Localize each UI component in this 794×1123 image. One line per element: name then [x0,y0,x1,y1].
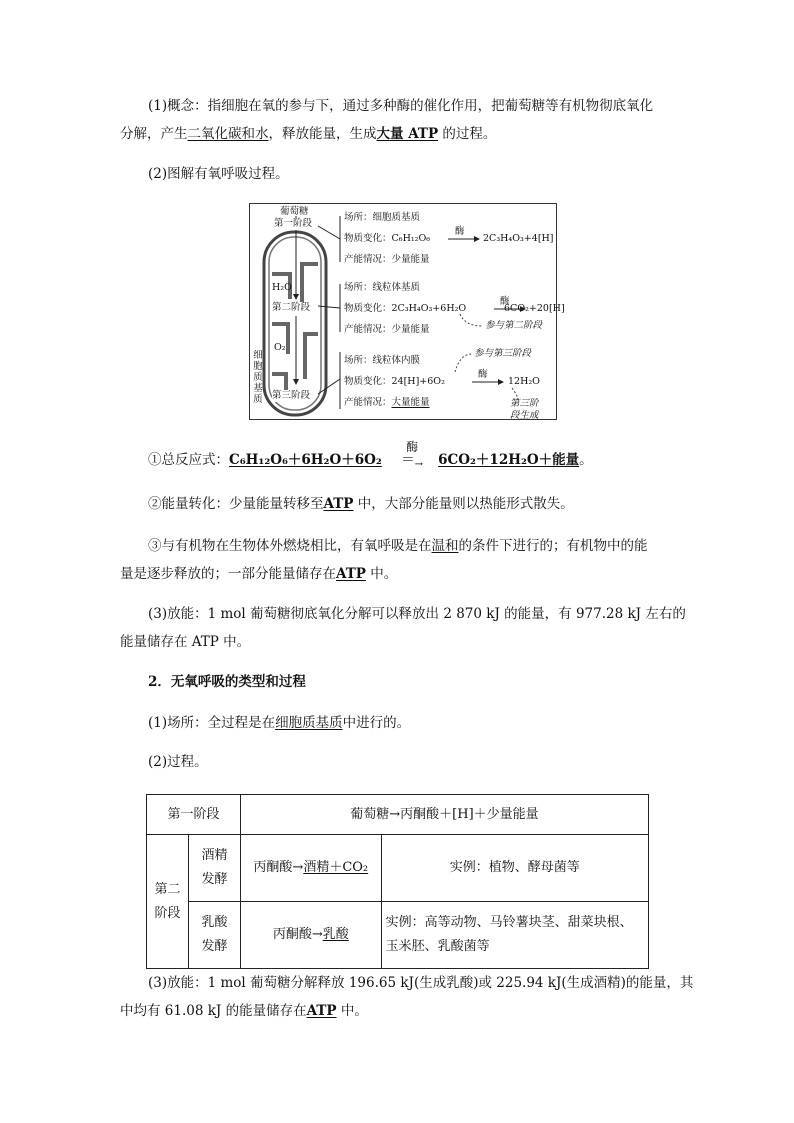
cytoplasm-vertical-label: 细胞质基质 [253,350,263,405]
s3-enzyme: 酶 [478,369,488,380]
anaerobic-process-title: (2)过程。 [148,754,208,770]
s2-enzyme: 酶 [500,296,510,307]
s3-energy: 产能情况：大量能量 [344,397,430,408]
aerobic-diagram [249,203,565,421]
s2-change: 物质变化：2C₃H₄O₃+6H₂O [344,303,467,314]
concept-line-2: 分解，产生二氧化碳和水，释放能量，生成大量 ATP 的过程。 [120,126,497,142]
anaerobic-release-line-1: (3)放能：1 mol 葡萄糖分解释放 196.65 kJ(生成乳酸)或 225.94 kJ(生成酒精)的能量，其 [148,975,694,991]
compare-line-2: 量是逐步释放的；一部分能量储存在ATP 中。 [120,566,398,582]
s3-change: 物质变化：24[H]+6O₂ [344,376,445,387]
h2o-label: H₂O [272,282,292,293]
s1-change: 物质变化：C₆H₁₂O₆ [344,233,431,244]
eq-reactants: C₆H₁₂O₆＋6H₂O＋6O₂ [229,452,382,468]
s1-product: 2C₃H₄O₃+4[H] [483,233,554,244]
aerobic-release-line-2: 能量储存在 ATP 中。 [120,634,251,650]
anaerobic-process-table [146,794,649,969]
atp-answer: 大量 ATP [376,126,439,142]
stage1-content-cell: 葡萄糖→丙酮酸＋[H]＋少量能量 [240,795,648,835]
lactic-example-cell: 实例：高等动物、马铃薯块茎、甜菜块根、玉米胚、乳酸菌等 [381,902,648,969]
diagram-title: (2)图解有氧呼吸过程。 [148,166,289,182]
s2-note: 参与第二阶段 [485,320,543,331]
stage2-cell: 第二阶段 [147,835,189,969]
alcohol-type-cell: 酒精发酵 [188,835,240,902]
energy-conversion: ②能量转化：少量能量转移至ATP 中，大部分能量则以热能形式散失。 [148,496,574,512]
s3-product: 12H₂O [508,376,540,387]
o2-label: O₂ [274,342,286,353]
stage1-cell: 第一阶段 [147,795,241,835]
s1-place: 场所：细胞质基质 [344,212,421,223]
compare-line-1: ③与有机物在生物体外燃烧相比，有氧呼吸是在温和的条件下进行的；有机物中的能 [148,538,648,554]
stage2-label: 第二阶段 [272,302,311,313]
concept-line-1: (1)概念：指细胞在氧的参与下，通过多种酶的催化作用，把葡萄糖等有机物彻底氧化 [148,98,654,114]
anaerobic-release-line-2: 中均有 61.08 kJ 的能量储存在ATP 中。 [120,1003,368,1019]
s3-note-bottom: 第三阶段生成 [510,398,539,421]
co2-water-answer: 二氧化碳和水 [187,126,269,142]
stage1-label: 第一阶段 [274,218,313,229]
s1-energy: 产能情况：少量能量 [344,254,430,265]
aerobic-release-line-1: (3)放能：1 mol 葡萄糖彻底氧化分解可以释放出 2 870 kJ 的能量，有 977.28 kJ 左右的 [148,606,686,622]
s2-product: 6CO₂+20[H] [504,303,565,314]
eq-products: 6CO₂＋12H₂O＋能量 [438,452,580,468]
stage3-label: 第三阶段 [272,390,311,401]
total-equation: ①总反应式：C₆H₁₂O₆＋6H₂O＋6O₂ 酶 $=_\to$ 6CO₂＋12H₂O＋能量。 [148,450,593,475]
s2-energy: 产能情况：少量能量 [344,324,430,335]
s2-place: 场所：线粒体基质 [344,282,421,293]
alcohol-example-cell: 实例：植物、酵母菌等 [381,835,648,902]
lactic-reaction-cell: 丙酮酸→乳酸 [240,902,381,969]
alcohol-reaction-cell: 丙酮酸→酒精＋CO₂ [240,835,381,902]
s3-note-top: 参与第三阶段 [474,348,532,359]
anaerobic-heading: 2．无氧呼吸的类型和过程 [148,674,306,690]
s3-place: 场所：线粒体内膜 [344,355,421,366]
eq-enzyme-arrow: 酶 $=_\to$ [401,440,424,470]
glucose-label: 葡萄糖 [280,206,309,217]
lactic-type-cell: 乳酸发酵 [188,902,240,969]
s1-enzyme: 酶 [455,226,465,237]
anaerobic-place: (1)场所：全过程是在细胞质基质中进行的。 [148,715,411,731]
